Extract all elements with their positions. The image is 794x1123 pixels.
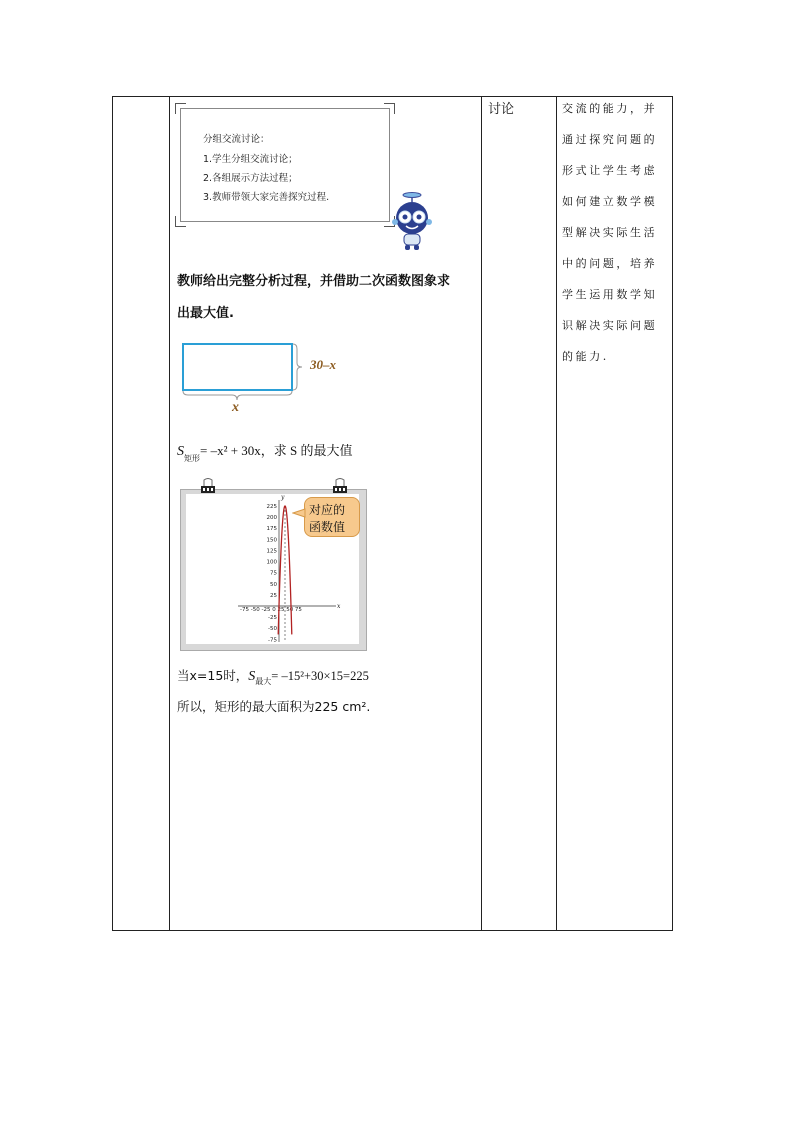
binder-clip-icon (200, 478, 216, 494)
teacher-text-line2: 出最大值. (177, 306, 234, 321)
y-tick-label: -25 (268, 615, 277, 622)
rectangle-shape (182, 343, 293, 391)
callout-line2: 函数值 (309, 520, 346, 534)
y-tick-label: 150 (266, 537, 277, 544)
discussion-step-2: 2.各组展示方法过程； (203, 173, 298, 184)
y-tick-label: 125 (266, 548, 277, 555)
y-tick-label: 175 (266, 526, 277, 533)
y-tick-label: 100 (266, 559, 277, 566)
table-right-border (672, 96, 673, 931)
result-expression: = –15²+30×15=225 (271, 669, 369, 683)
callout-line1: 对应的 (309, 503, 346, 517)
table-column-divider-3 (556, 96, 557, 931)
discussion-step-1: 1.学生分组交流讨论； (203, 154, 298, 165)
column3-line: 交流的能力，并 (562, 102, 658, 115)
discussion-title: 分组交流讨论： (203, 134, 270, 145)
callout-tail (292, 508, 306, 518)
column3-text (562, 93, 670, 372)
column3-line: 通过探究问题的 (562, 133, 658, 146)
frame-corner (384, 103, 395, 114)
table-bottom-border (112, 930, 673, 931)
column3-line: 的能力. (562, 350, 609, 363)
binder-clip-icon (332, 478, 348, 494)
column3-line: 型解决实际生活 (562, 226, 658, 239)
table-column-divider-2 (481, 96, 482, 931)
y-tick-label: -50 (268, 626, 277, 633)
height-brace (292, 343, 304, 391)
discussion-box (180, 108, 390, 222)
table-column-divider-1 (169, 96, 170, 931)
formula-s: S (177, 444, 184, 459)
x-axis-label: x (337, 603, 341, 610)
teacher-text-line1: 教师给出完整分析过程，并借助二次函数图象求 (177, 274, 451, 289)
result-line1 (177, 666, 369, 685)
column3-line: 中的问题，培养 (562, 257, 658, 270)
formula-subscript: 矩形 (184, 454, 200, 463)
result-subscript: 最大 (255, 677, 272, 686)
result-s: S (248, 669, 256, 684)
y-axis-label: y (281, 494, 285, 501)
y-tick-label: 225 (266, 504, 277, 510)
column3-line: 如何建立数学模 (562, 195, 658, 208)
y-tick-label: -75 (268, 637, 277, 644)
x-tick-labels: -75 -50 -25 0 25 50 75 (240, 607, 302, 613)
table-left-border (112, 96, 113, 931)
frame-corner (175, 103, 186, 114)
result-line2: 所以，矩形的最大面积为225 cm². (177, 699, 371, 714)
column3-line: 识解决实际问题 (562, 319, 658, 332)
area-formula (177, 440, 353, 463)
column3-line: 学生运用数学知 (562, 288, 658, 301)
y-tick-label: 75 (270, 570, 277, 577)
y-tick-label: 25 (270, 592, 277, 599)
discussion-step-3: 3.教师带领大家完善探究过程. (203, 192, 330, 203)
formula-expression: = –x² + 30x，求 S 的最大值 (200, 443, 353, 458)
y-tick-label: 200 (266, 515, 277, 522)
column2-label: 讨论 (488, 102, 515, 117)
result-condition: 当x=15时， (177, 668, 249, 683)
robot-mascot-icon (386, 190, 438, 252)
height-label: 30–x (310, 357, 336, 372)
width-label: x (232, 400, 239, 415)
frame-corner (175, 216, 186, 227)
y-tick-label: 50 (270, 581, 277, 588)
column3-line: 形式让学生考虑 (562, 164, 658, 177)
